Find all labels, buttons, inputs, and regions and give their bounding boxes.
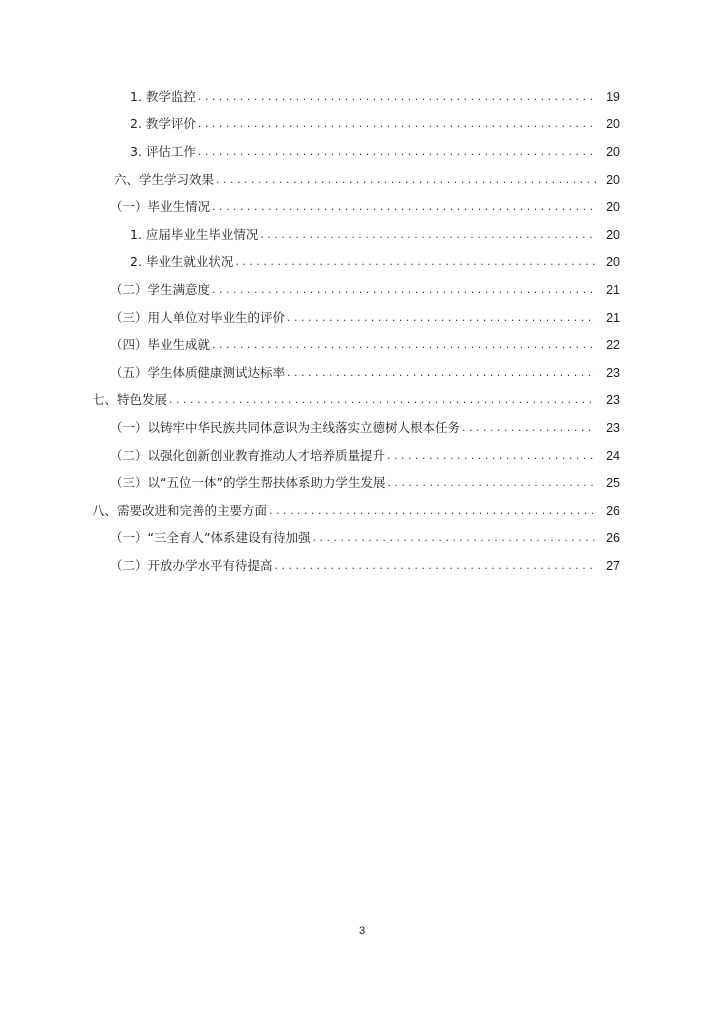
toc-entry-page: 21 xyxy=(606,282,620,297)
toc-entry-page: 20 xyxy=(606,144,620,159)
toc-entry[interactable] xyxy=(0,552,620,580)
toc-entry[interactable] xyxy=(0,387,620,415)
toc-entry[interactable] xyxy=(0,414,620,442)
toc-entry-title: （一）“三全育人”体系建设有待加强 xyxy=(110,530,311,546)
toc-dot-leader xyxy=(235,254,596,270)
toc-entry[interactable] xyxy=(0,359,620,387)
toc-entry-title: （三）以“五位一体”的学生帮扶体系助力学生发展 xyxy=(110,475,386,491)
toc-dot-leader xyxy=(260,227,596,243)
toc-entry-title: 1. 教学监控 xyxy=(130,88,196,104)
toc-entry[interactable] xyxy=(0,497,620,525)
toc-entry-title: （四）毕业生成就 xyxy=(110,337,211,353)
page-number: 3 xyxy=(358,925,366,937)
toc-entry-title: 2. 毕业生就业状况 xyxy=(130,254,234,270)
toc-dot-leader xyxy=(216,172,596,188)
toc-dot-leader xyxy=(287,365,596,381)
toc-entry-page: 20 xyxy=(606,117,620,132)
toc-entry-page: 23 xyxy=(606,365,620,380)
toc-dot-leader xyxy=(212,282,596,298)
toc-entry[interactable] xyxy=(0,276,620,304)
toc-entry-page: 19 xyxy=(606,89,620,104)
toc-entry-title: （三）用人单位对毕业生的评价 xyxy=(110,309,286,325)
toc-entry[interactable] xyxy=(0,138,620,166)
toc-entry-title: 2. 教学评价 xyxy=(130,116,196,132)
toc-dot-leader xyxy=(198,116,596,132)
toc-dot-leader xyxy=(212,199,596,215)
toc-entry-page: 21 xyxy=(606,310,620,325)
toc-dot-leader xyxy=(269,503,596,519)
toc-entry-title: （二）开放办学水平有待提高 xyxy=(110,557,273,573)
toc-entry[interactable] xyxy=(0,193,620,221)
toc-entry[interactable] xyxy=(0,442,620,470)
toc-dot-leader xyxy=(387,475,596,491)
toc-entry-page: 20 xyxy=(606,200,620,215)
toc-dot-leader xyxy=(287,310,596,326)
toc-entry-title: （一）毕业生情况 xyxy=(110,199,211,215)
toc-entry[interactable] xyxy=(0,221,620,249)
toc-entry-page: 24 xyxy=(606,448,620,463)
toc-dot-leader xyxy=(387,448,596,464)
toc-entry-title: 3. 评估工作 xyxy=(130,143,196,159)
toc-entry-page: 20 xyxy=(606,227,620,242)
toc-entry[interactable] xyxy=(0,304,620,332)
toc-entry-title: （二）以强化创新创业教育推动人才培养质量提升 xyxy=(110,447,386,463)
toc-entry-page: 26 xyxy=(606,503,620,518)
toc-entry-title: 八、需要改进和完善的主要方面 xyxy=(92,502,268,518)
toc-entry-title: 1. 应届毕业生毕业情况 xyxy=(130,226,259,242)
toc-entry-page: 20 xyxy=(606,255,620,270)
toc-entry-title: （一）以铸牢中华民族共同体意识为主线落实立德树人根本任务 xyxy=(110,419,461,435)
toc-dot-leader xyxy=(198,89,596,105)
toc-entry-title: （五）学生体质健康测试达标率 xyxy=(110,364,286,380)
toc-dot-leader xyxy=(462,420,596,436)
toc-entry-page: 27 xyxy=(606,558,620,573)
toc-entry[interactable] xyxy=(0,249,620,277)
table-of-contents xyxy=(0,83,724,580)
toc-entry[interactable] xyxy=(0,111,620,139)
toc-dot-leader xyxy=(275,558,596,574)
toc-entry-page: 25 xyxy=(606,476,620,491)
toc-entry-page: 22 xyxy=(606,338,620,353)
toc-entry[interactable] xyxy=(0,83,620,111)
toc-entry[interactable] xyxy=(0,525,620,553)
toc-entry-page: 26 xyxy=(606,531,620,546)
toc-entry-title: 七、特色发展 xyxy=(92,392,168,408)
toc-entry-page: 23 xyxy=(606,393,620,408)
toc-dot-leader xyxy=(169,392,596,408)
toc-entry-page: 20 xyxy=(606,172,620,187)
toc-dot-leader xyxy=(312,530,596,546)
toc-dot-leader xyxy=(198,144,596,160)
toc-entry-title: 六、学生学习效果 xyxy=(114,171,215,187)
toc-entry-title: （二）学生满意度 xyxy=(110,281,211,297)
toc-dot-leader xyxy=(212,337,596,353)
toc-entry[interactable] xyxy=(0,331,620,359)
toc-entry[interactable] xyxy=(0,469,620,497)
toc-entry-page: 23 xyxy=(606,420,620,435)
toc-entry[interactable] xyxy=(0,166,620,194)
